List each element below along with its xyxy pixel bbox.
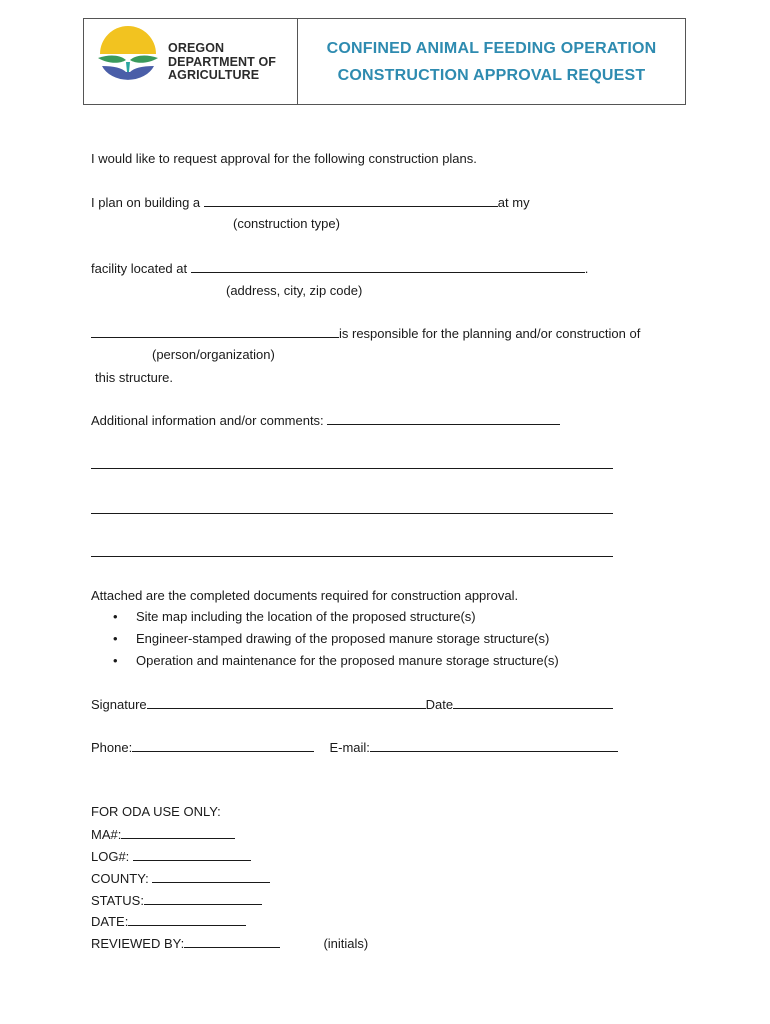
bullet-text: Operation and maintenance for the proposed manure storage structure(s): [136, 653, 559, 668]
attached-intro: Attached are the completed documents required for construction approval.: [91, 588, 519, 603]
log-field[interactable]: [133, 849, 251, 861]
list-item: • Site map including the location of the proposed structure(s): [113, 609, 476, 624]
date-oda-line: [91, 914, 246, 929]
responsible-line: [91, 326, 640, 341]
oda-logo-icon: [96, 24, 160, 88]
date-label: Date: [425, 697, 454, 712]
additional-info-label: Additional information and/or comments:: [91, 413, 324, 428]
oda-use-heading: FOR ODA USE ONLY:: [91, 804, 221, 819]
org-line-1: OREGON: [168, 41, 225, 55]
county-line: [91, 871, 270, 886]
comment-line-1[interactable]: [91, 457, 613, 472]
this-structure-text: this structure.: [95, 370, 174, 385]
signature-label: Signature: [91, 697, 147, 712]
list-item: • Operation and maintenance for the proposed manure storage structure(s): [113, 653, 559, 668]
date-oda-field[interactable]: [128, 914, 246, 926]
facility-suffix: .: [584, 261, 589, 276]
building-prefix: I plan on building a: [91, 195, 201, 210]
list-item: • Engineer-stamped drawing of the proposed manure storage structure(s): [113, 631, 550, 646]
phone-label: Phone:: [91, 740, 133, 755]
building-suffix: at my: [497, 195, 530, 210]
ma-field[interactable]: [121, 827, 235, 839]
building-line: [91, 195, 530, 210]
log-label: LOG#:: [91, 849, 130, 864]
status-line: [91, 893, 262, 908]
facility-prefix: facility located at: [91, 261, 188, 276]
date-field[interactable]: [453, 697, 613, 709]
reviewed-label: REVIEWED BY:: [91, 936, 185, 951]
additional-info-field[interactable]: [327, 413, 560, 425]
responsible-suffix: is responsible for the planning and/or construction of: [339, 326, 641, 341]
org-line-2: DEPARTMENT OF: [168, 54, 277, 69]
reviewed-line: [91, 936, 368, 951]
county-field[interactable]: [152, 871, 270, 883]
form-title: [298, 19, 685, 104]
facility-line: [91, 261, 588, 276]
form-title-line-1: CONFINED ANIMAL FEEDING OPERATION: [326, 39, 657, 57]
email-label: E-mail:: [329, 740, 370, 755]
address-hint: (address, city, zip code): [226, 283, 363, 298]
signature-line: [91, 697, 613, 712]
county-label: COUNTY:: [91, 871, 149, 886]
form-title-line-2: CONSTRUCTION APPROVAL REQUEST: [337, 66, 646, 84]
construction-type-field[interactable]: [204, 195, 498, 207]
header-box: [83, 18, 686, 105]
log-line: [91, 849, 251, 864]
person-hint: (person/organization): [152, 347, 275, 362]
additional-info-line: [91, 413, 560, 428]
intro-text: I would like to request approval for the following construction plans.: [91, 151, 477, 166]
ma-label: MA#:: [91, 827, 122, 842]
address-field[interactable]: [191, 261, 585, 273]
reviewed-field[interactable]: [184, 936, 280, 948]
ma-line: [91, 827, 235, 842]
construction-type-hint: (construction type): [233, 216, 340, 231]
email-field[interactable]: [370, 740, 618, 752]
status-label: STATUS:: [91, 893, 144, 908]
bullet-text: Engineer-stamped drawing of the proposed manure storage structure(s): [136, 631, 550, 646]
contact-line: [91, 740, 618, 755]
logo-cell: [84, 19, 298, 104]
person-organization-field[interactable]: [91, 326, 339, 338]
date-oda-label: DATE:: [91, 914, 129, 929]
org-line-3: AGRICULTURE: [168, 68, 260, 82]
bullet-text: Site map including the location of the proposed structure(s): [136, 609, 476, 624]
initials-hint: (initials): [323, 936, 369, 951]
status-field[interactable]: [144, 893, 262, 905]
comment-line-3[interactable]: [91, 545, 613, 560]
org-name: [168, 42, 276, 83]
comment-line-2[interactable]: [91, 502, 613, 517]
phone-field[interactable]: [132, 740, 314, 752]
signature-field[interactable]: [147, 697, 426, 709]
